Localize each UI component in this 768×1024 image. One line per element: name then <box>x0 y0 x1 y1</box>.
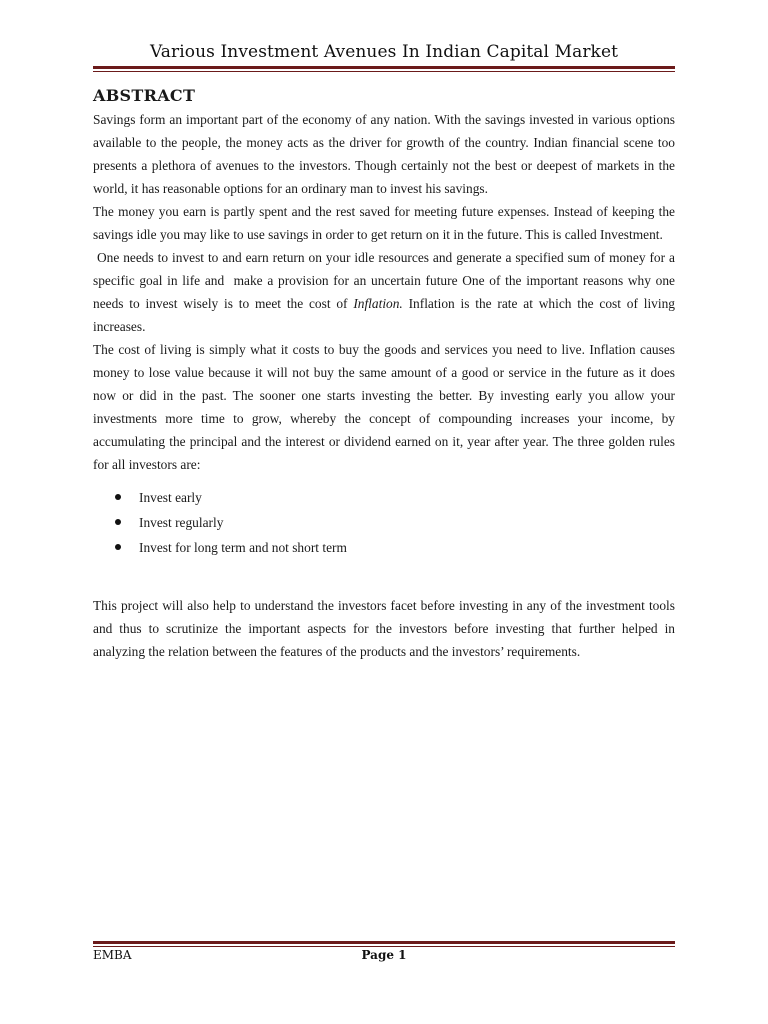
paragraph-inflation-start: One needs to invest to and earn return on your idle resources and generate a specified sum of money for a specific goal in life and make a provision for an uncertain future One of the important reasons why one needs to invest wisely is to meet the cost of <box>93 250 679 311</box>
paragraph-cost-of-living: The cost of living is simply what it costs to buy the goods and services you need to live. Inflation causes money to lose value because it will not buy the same amount of a good or service in the future as it does now or did in the past. The sooner one starts investing the better. By investing early you allow your investments more time to grow, whereby the concept of compounding increases your income, by accumulating the principal and the interest or dividend earned on it, year after year. The three golden rules for all investors are: <box>93 342 675 472</box>
inflation-term: Inflation. <box>353 296 403 311</box>
bullet-icon <box>115 494 121 500</box>
footer-rule <box>93 941 675 944</box>
list-item-label: Invest early <box>139 490 202 505</box>
paragraph-money-earned: The money you earn is partly spent and the rest saved for meeting future expenses. Instead of keeping the savings idle you may like to use savings in order to get return on it in the future. This is called Investment. <box>93 204 675 242</box>
paragraph-project-scope: This project will also help to understand the investors facet before investing in any of the investment tools and thus to scrutinize the important aspects for the investors before investing that further helped in analyzing the relation between the features of the products and the investors’ requirements. <box>93 598 675 659</box>
running-header-title: Various Investment Avenues In Indian Capital Market <box>149 42 619 62</box>
list-item <box>93 485 675 510</box>
list-item <box>93 535 675 560</box>
list-item-label: Invest for long term and not short term <box>139 540 347 555</box>
section-title: ABSTRACT <box>93 86 196 105</box>
page-content <box>93 86 679 663</box>
header-rule <box>93 66 675 69</box>
page-number: Page 1 <box>361 948 407 962</box>
bullet-icon <box>115 544 121 550</box>
paragraph-inflation-end: Inflation is the rate at which the cost of living increases. <box>93 296 675 334</box>
golden-rules-list <box>93 485 675 560</box>
footer-course-label: EMBA <box>93 948 132 962</box>
paragraph-inflation <box>93 246 679 338</box>
list-item <box>93 510 675 535</box>
bullet-icon <box>115 519 121 525</box>
list-item-label: Invest regularly <box>139 515 224 530</box>
paragraph-savings: Savings form an important part of the economy of any nation. With the savings invested in various options available to the people, the money acts as the driver for growth of the country. Indian financial scene too presents a plethora of avenues to the investors. Though certainly not the best or deepest of markets in the world, it has reasonable options for an ordinary man to invest his savings. <box>93 112 675 196</box>
